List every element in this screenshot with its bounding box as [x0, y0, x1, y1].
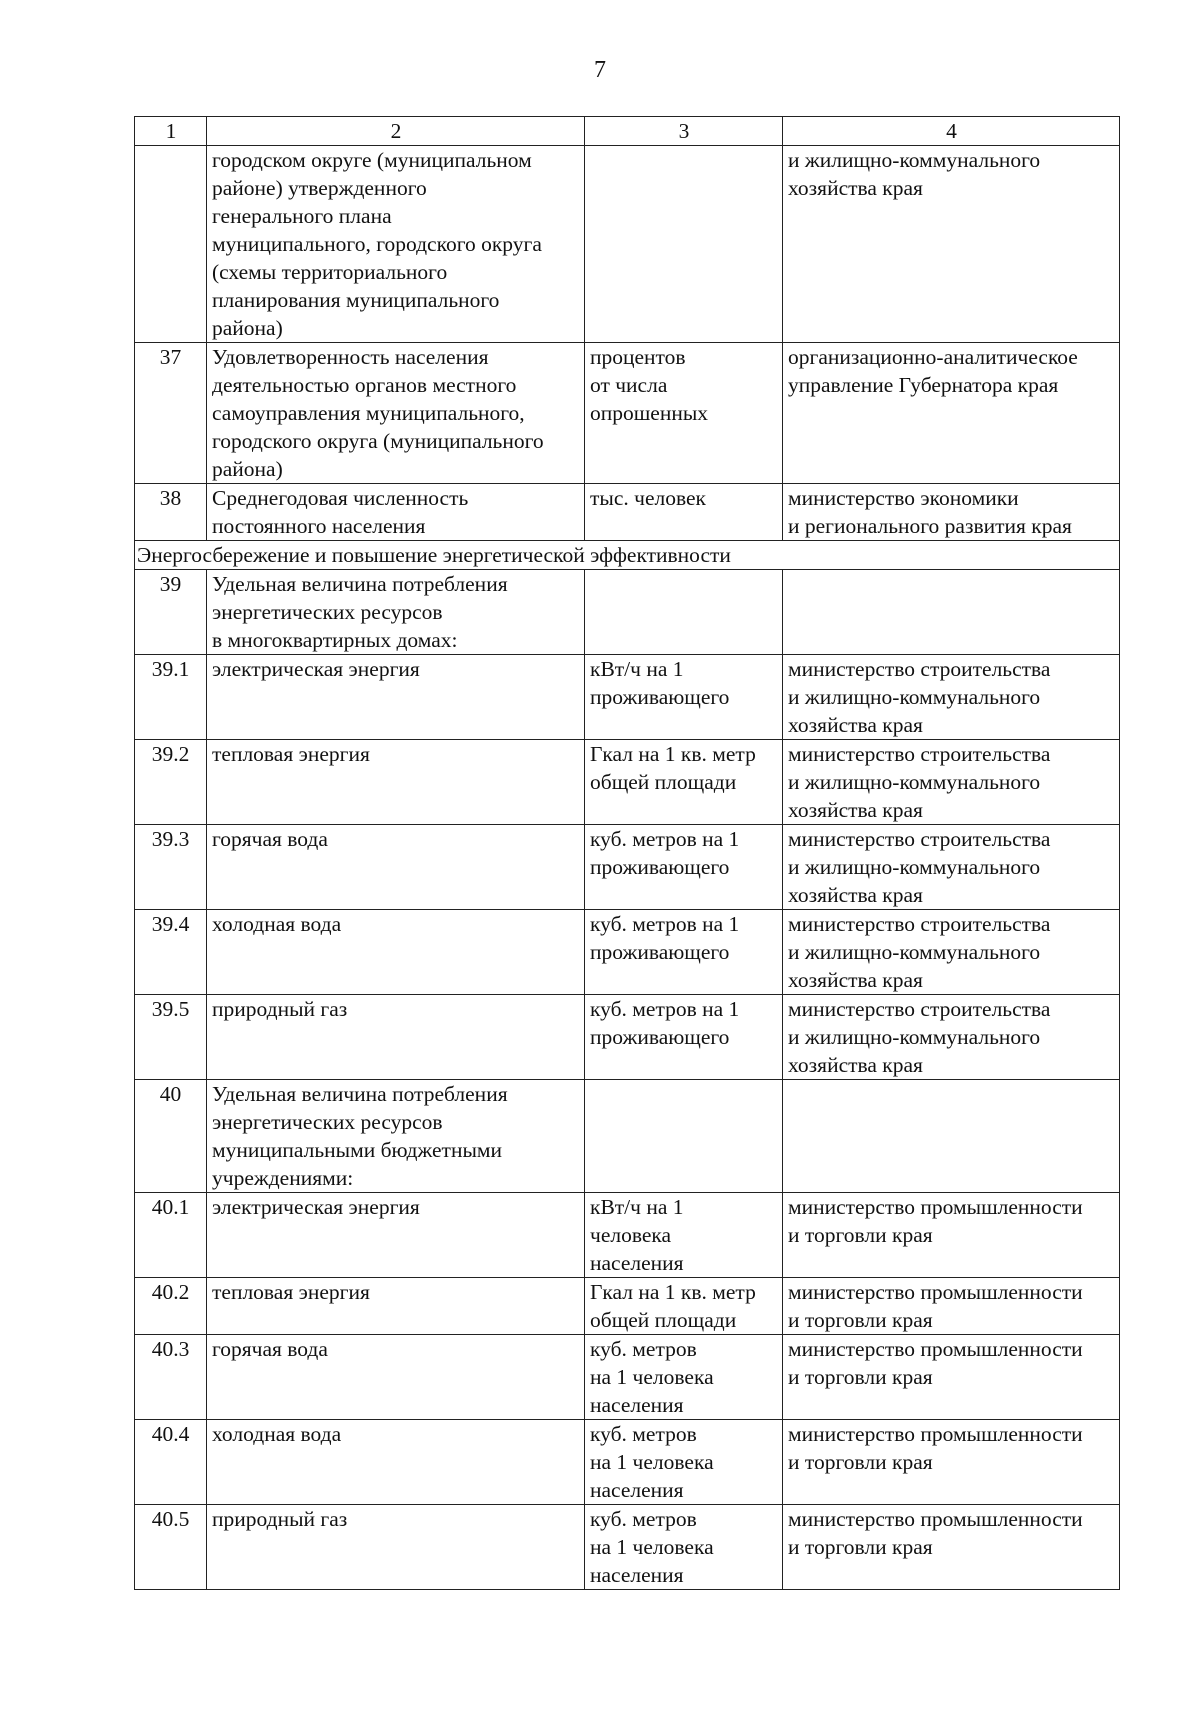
responsible-cell — [783, 570, 1120, 655]
row-number: 37 — [135, 343, 207, 484]
table-row — [135, 570, 1120, 655]
responsible-cell: министерство строительства и жилищно-коммунального хозяйства края — [783, 995, 1120, 1080]
unit-cell — [585, 1080, 783, 1193]
table-row — [135, 740, 1120, 825]
indicators-table — [134, 116, 1120, 1590]
indicator-cell: Среднегодовая численность постоянного населения — [207, 484, 585, 541]
indicator-cell: природный газ — [207, 1505, 585, 1590]
unit-cell: куб. метров на 1 человека населения — [585, 1335, 783, 1420]
table-header-row — [135, 117, 1120, 146]
row-number: 40 — [135, 1080, 207, 1193]
indicator-cell: электрическая энергия — [207, 655, 585, 740]
indicator-cell: холодная вода — [207, 1420, 585, 1505]
indicator-cell: городском округе (муниципальном районе) утвержденного генерального плана муниципального, городского округа (схемы территориального планирования муниципального района) — [207, 146, 585, 343]
table-row — [135, 910, 1120, 995]
indicator-cell: природный газ — [207, 995, 585, 1080]
table-row — [135, 1505, 1120, 1590]
unit-cell: куб. метров на 1 человека населения — [585, 1420, 783, 1505]
table-row — [135, 655, 1120, 740]
indicator-cell: горячая вода — [207, 825, 585, 910]
indicator-cell: Удовлетворенность населения деятельностью органов местного самоуправления муниципального, городского округа (муниципального района) — [207, 343, 585, 484]
row-number: 39 — [135, 570, 207, 655]
unit-cell: Гкал на 1 кв. метр общей площади — [585, 740, 783, 825]
unit-cell: процентов от числа опрошенных — [585, 343, 783, 484]
column-header-1: 1 — [135, 117, 207, 146]
responsible-cell: организационно-аналитическое управление Губернатора края — [783, 343, 1120, 484]
responsible-cell — [783, 1080, 1120, 1193]
table-row — [135, 1080, 1120, 1193]
responsible-cell: министерство промышленности и торговли края — [783, 1505, 1120, 1590]
table-row — [135, 146, 1120, 343]
unit-cell: кВт/ч на 1 проживающего — [585, 655, 783, 740]
section-heading-row — [135, 541, 1120, 570]
row-number: 40.4 — [135, 1420, 207, 1505]
responsible-cell: министерство промышленности и торговли края — [783, 1278, 1120, 1335]
responsible-cell: министерство промышленности и торговли края — [783, 1420, 1120, 1505]
unit-cell: тыс. человек — [585, 484, 783, 541]
row-number: 39.1 — [135, 655, 207, 740]
indicator-cell: электрическая энергия — [207, 1193, 585, 1278]
row-number: 40.1 — [135, 1193, 207, 1278]
row-number: 39.4 — [135, 910, 207, 995]
row-number — [135, 146, 207, 343]
table-row — [135, 1420, 1120, 1505]
row-number: 40.2 — [135, 1278, 207, 1335]
responsible-cell: и жилищно-коммунального хозяйства края — [783, 146, 1120, 343]
indicator-cell: горячая вода — [207, 1335, 585, 1420]
row-number: 38 — [135, 484, 207, 541]
column-header-4: 4 — [783, 117, 1120, 146]
unit-cell: куб. метров на 1 проживающего — [585, 995, 783, 1080]
indicator-cell: холодная вода — [207, 910, 585, 995]
responsible-cell: министерство промышленности и торговли края — [783, 1193, 1120, 1278]
responsible-cell: министерство строительства и жилищно-коммунального хозяйства края — [783, 740, 1120, 825]
responsible-cell: министерство строительства и жилищно-коммунального хозяйства края — [783, 655, 1120, 740]
page-number: 7 — [594, 57, 606, 83]
row-number: 39.5 — [135, 995, 207, 1080]
responsible-cell: министерство строительства и жилищно-коммунального хозяйства края — [783, 825, 1120, 910]
indicator-cell: тепловая энергия — [207, 740, 585, 825]
table-row — [135, 1278, 1120, 1335]
unit-cell — [585, 570, 783, 655]
responsible-cell: министерство промышленности и торговли края — [783, 1335, 1120, 1420]
unit-cell — [585, 146, 783, 343]
responsible-cell: министерство экономики и регионального развития края — [783, 484, 1120, 541]
table-row — [135, 1193, 1120, 1278]
unit-cell: Гкал на 1 кв. метр общей площади — [585, 1278, 783, 1335]
table-row — [135, 995, 1120, 1080]
unit-cell: куб. метров на 1 человека населения — [585, 1505, 783, 1590]
row-number: 40.5 — [135, 1505, 207, 1590]
table-row — [135, 1335, 1120, 1420]
table-row — [135, 484, 1120, 541]
row-number: 40.3 — [135, 1335, 207, 1420]
indicator-cell: тепловая энергия — [207, 1278, 585, 1335]
indicator-cell: Удельная величина потребления энергетических ресурсов муниципальными бюджетными учреждениями: — [207, 1080, 585, 1193]
table-row — [135, 825, 1120, 910]
section-heading: Энергосбережение и повышение энергетической эффективности — [135, 541, 1120, 570]
row-number: 39.3 — [135, 825, 207, 910]
row-number: 39.2 — [135, 740, 207, 825]
unit-cell: кВт/ч на 1 человека населения — [585, 1193, 783, 1278]
table-row — [135, 343, 1120, 484]
unit-cell: куб. метров на 1 проживающего — [585, 910, 783, 995]
indicator-cell: Удельная величина потребления энергетических ресурсов в многоквартирных домах: — [207, 570, 585, 655]
responsible-cell: министерство строительства и жилищно-коммунального хозяйства края — [783, 910, 1120, 995]
column-header-2: 2 — [207, 117, 585, 146]
column-header-3: 3 — [585, 117, 783, 146]
unit-cell: куб. метров на 1 проживающего — [585, 825, 783, 910]
